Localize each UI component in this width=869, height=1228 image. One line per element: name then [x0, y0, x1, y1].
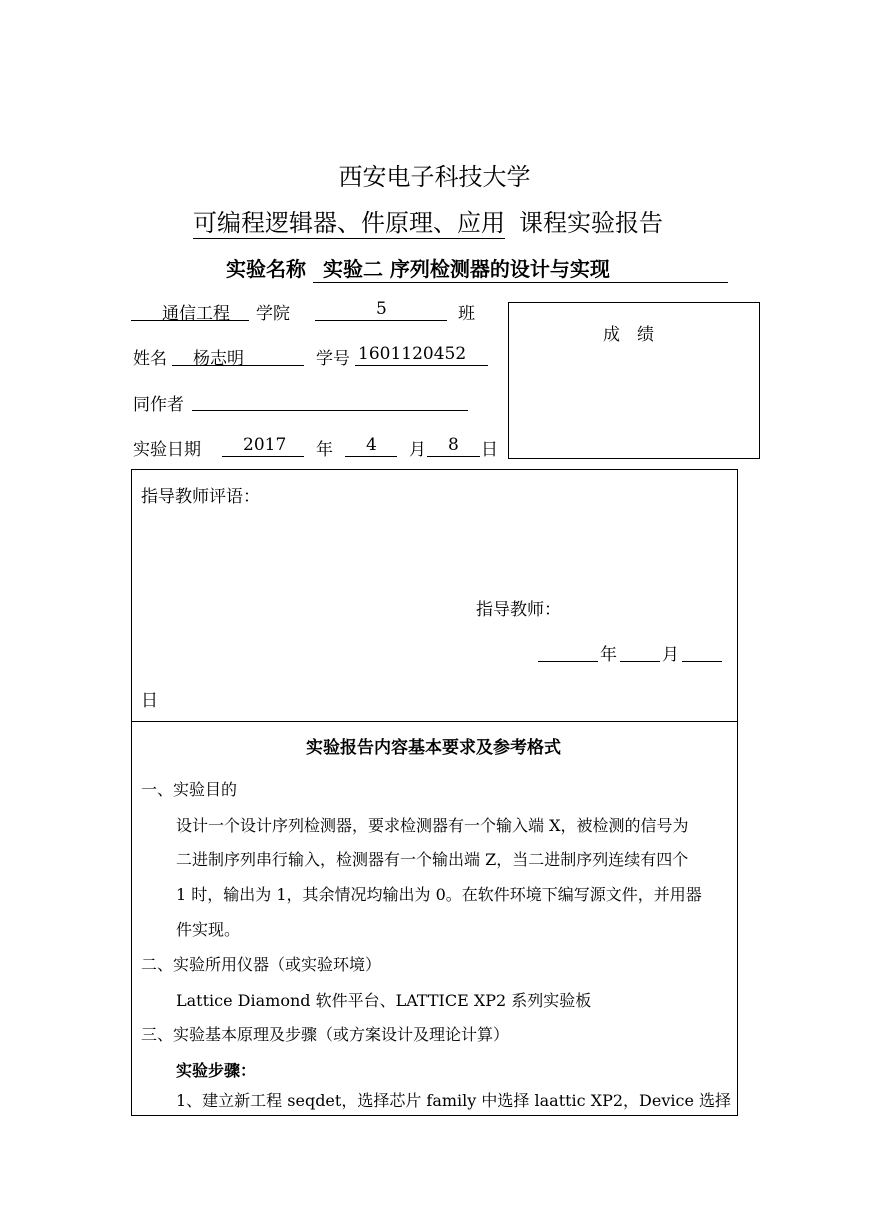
course-title — [193, 203, 663, 239]
day-label: 日 — [481, 440, 498, 460]
name-label: 姓名 — [133, 349, 167, 369]
partner-label: 同作者 — [133, 395, 184, 415]
comment-year-label: 年 — [600, 645, 617, 665]
class-value: 5 — [376, 299, 387, 319]
comment-label: 指导教师评语： — [141, 487, 260, 507]
day-value: 8 — [448, 435, 459, 455]
year-label: 年 — [316, 440, 333, 460]
comment-day-label: 日 — [141, 691, 158, 711]
course-name: 可编程逻辑器、件原理、应用 — [193, 203, 505, 239]
college-value: 通信工程 — [162, 304, 230, 324]
step-1: 1、建立新工程 seqdet，选择芯片 family 中选择 laattic XP2，Device 选择 — [176, 1091, 732, 1110]
month-value: 4 — [366, 435, 377, 455]
date-label: 实验日期 — [133, 440, 201, 460]
experiment-name-row — [226, 253, 728, 283]
grade-label: 成 绩 — [603, 325, 654, 345]
university-title: 西安电子科技大学 — [338, 163, 531, 191]
section-1-line-4: 件实现。 — [176, 920, 241, 939]
section-3-title: 三、实验基本原理及步骤（或方案设计及理论计算） — [141, 1025, 510, 1044]
section-1-line-1: 设计一个设计序列检测器，要求检测器有一个输入端 X，被检测的信号为 — [176, 816, 689, 835]
id-value: 1601120452 — [358, 344, 467, 364]
id-label: 学号 — [316, 349, 350, 369]
year-value: 2017 — [243, 435, 287, 455]
month-label: 月 — [409, 440, 426, 460]
experiment-name-label: 实验名称 — [226, 257, 306, 281]
section-1-line-2: 二进制序列串行输入，检测器有一个输出端 Z，当二进制序列连续有四个 — [176, 850, 689, 869]
experiment-name-value: 实验二 序列检测器的设计与实现 — [313, 253, 728, 283]
course-suffix: 课程实验报告 — [519, 209, 663, 237]
class-label: 班 — [458, 304, 475, 324]
comment-month-label: 月 — [662, 645, 679, 665]
teacher-label: 指导教师： — [476, 600, 561, 620]
section-2-line-1: Lattice Diamond 软件平台、LATTICE XP2 系列实验板 — [176, 991, 592, 1010]
section-1-title: 一、实验目的 — [141, 780, 238, 799]
college-label: 学院 — [256, 304, 290, 324]
steps-title: 实验步骤： — [176, 1061, 257, 1080]
content-heading: 实验报告内容基本要求及参考格式 — [306, 738, 561, 758]
section-2-title: 二、实验所用仪器（或实验环境） — [141, 955, 382, 974]
name-value: 杨志明 — [193, 349, 244, 369]
section-1-line-3: 1 时，输出为 1，其余情况均输出为 0。在软件环境下编写源文件，并用器 — [176, 885, 702, 904]
